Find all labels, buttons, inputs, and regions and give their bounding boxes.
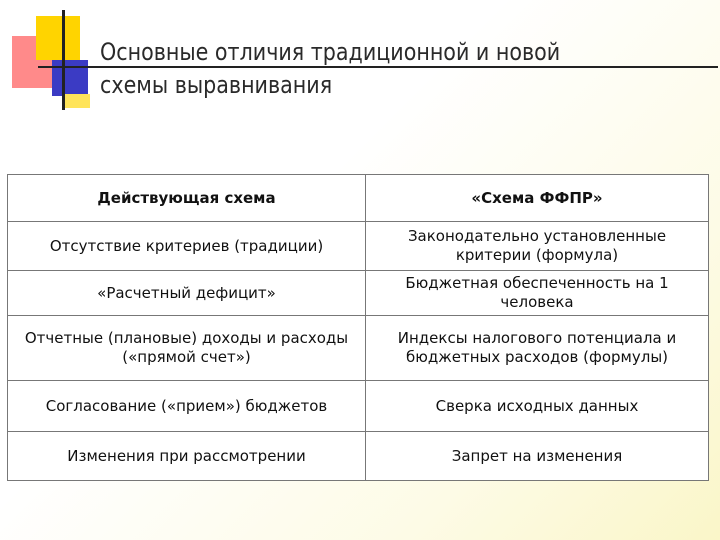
table-row xyxy=(8,271,709,316)
slide-title-line-2: схемы выравнивания xyxy=(100,71,333,99)
table-cell-current: Отсутствие критериев (традиции) xyxy=(8,222,366,271)
table-row xyxy=(8,316,709,381)
table-row xyxy=(8,432,709,481)
table-cell-ffpr: Сверка исходных данных xyxy=(366,381,709,432)
slide-title xyxy=(100,36,616,102)
table-cell-current: Отчетные (плановые) доходы и расходы («прямой счет») xyxy=(8,316,366,381)
decor-yellow-square xyxy=(36,16,80,60)
table-row xyxy=(8,222,709,271)
table-cell-current: Изменения при рассмотрении xyxy=(8,432,366,481)
table-cell-current: «Расчетный дефицит» xyxy=(8,271,366,316)
slide-title-line-1: Основные отличия традиционной и новой xyxy=(100,38,561,66)
table-row xyxy=(8,381,709,432)
table-cell-ffpr: Бюджетная обеспеченность на 1 человека xyxy=(366,271,709,316)
decor-small-yellow-square xyxy=(64,94,90,108)
decor-vertical-line xyxy=(62,10,65,110)
table-header-current-scheme: Действующая схема xyxy=(8,175,366,222)
table-cell-ffpr: Законодательно установленные критерии (формула) xyxy=(366,222,709,271)
table-header-ffpr-scheme: «Схема ФФПР» xyxy=(366,175,709,222)
table-cell-ffpr: Индексы налогового потенциала и бюджетных расходов (формулы) xyxy=(366,316,709,381)
comparison-table xyxy=(7,174,709,481)
table-cell-current: Согласование («прием») бюджетов xyxy=(8,381,366,432)
table-cell-ffpr: Запрет на изменения xyxy=(366,432,709,481)
table-header-row xyxy=(8,175,709,222)
